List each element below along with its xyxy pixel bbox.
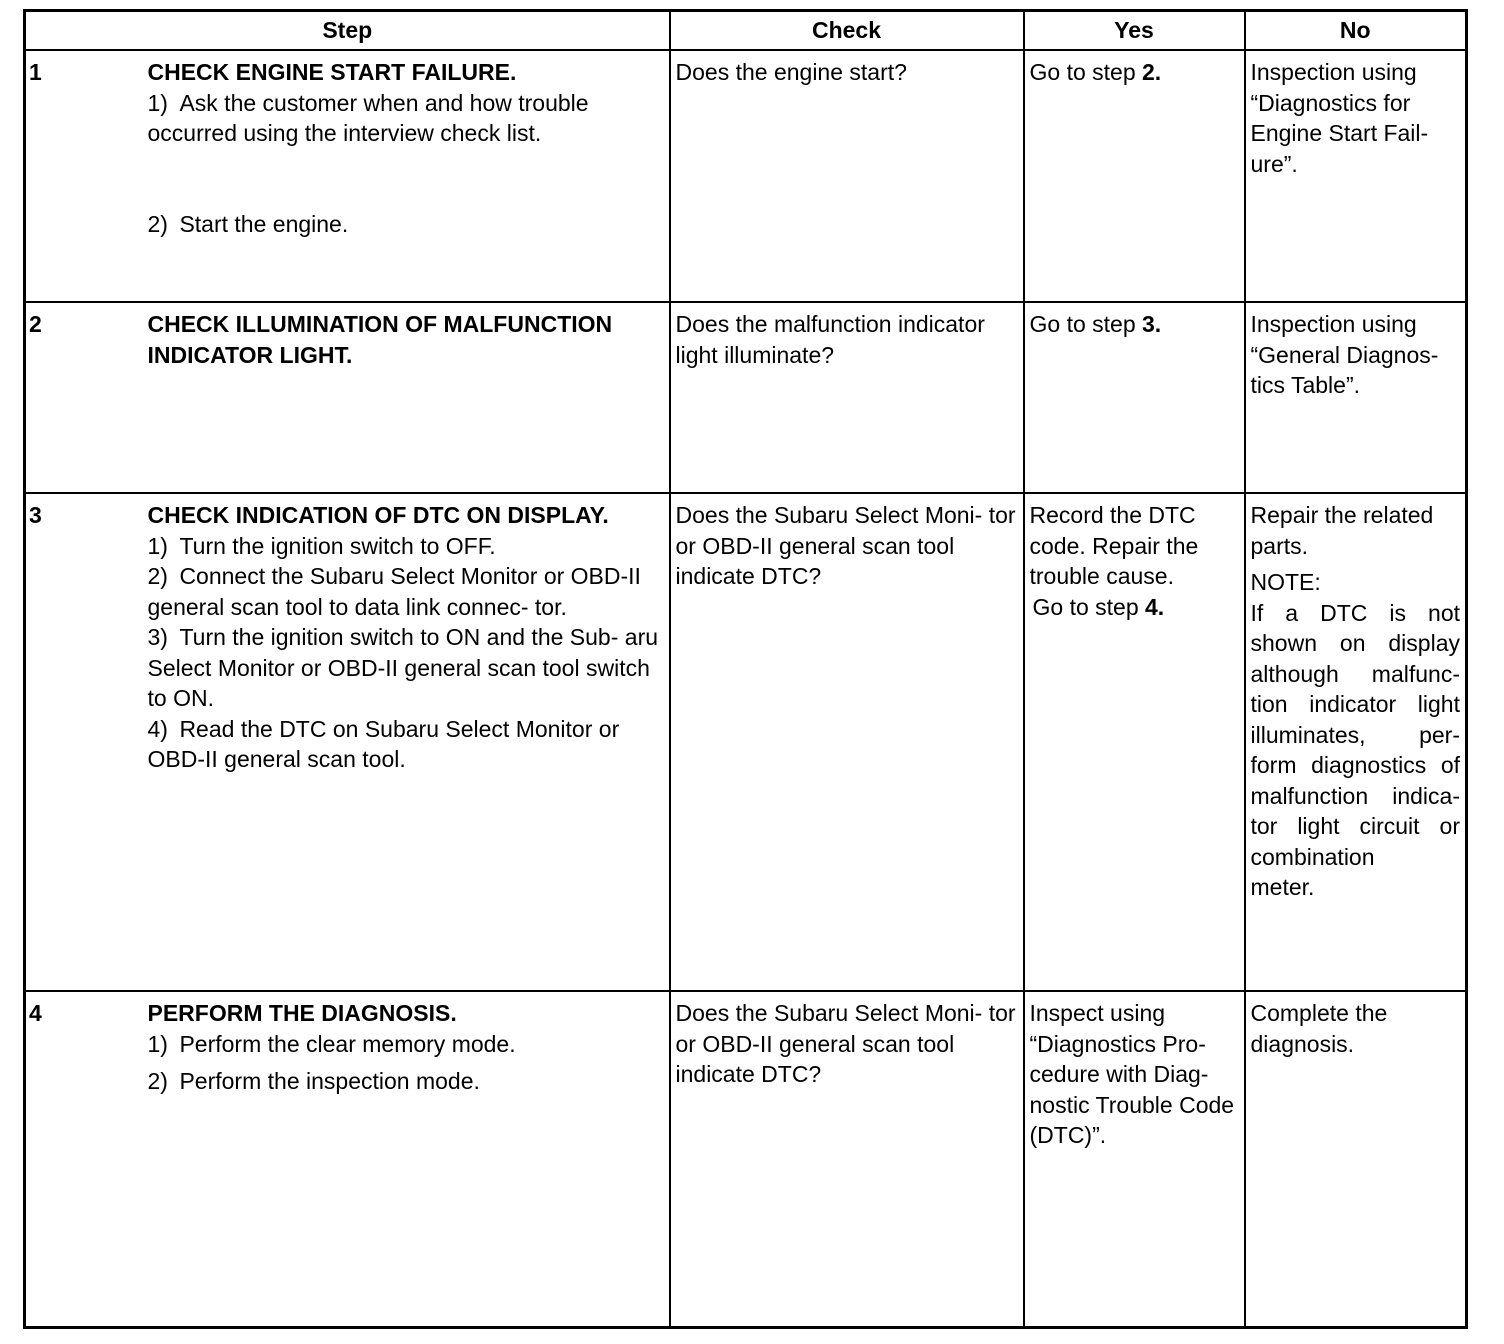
substep: 4) Read the DTC on Subaru Select Monitor or OBD-II general scan tool. bbox=[147, 715, 620, 772]
no-cell bbox=[1245, 493, 1467, 991]
step-reference: 3. bbox=[1142, 311, 1162, 337]
step-title: CHECK ILLUMINATION OF MALFUNCTION INDICATOR LIGHT. bbox=[147, 311, 613, 368]
step-reference: 2. bbox=[1142, 59, 1162, 85]
step-title: CHECK ENGINE START FAILURE. bbox=[147, 59, 517, 85]
header-yes: Yes bbox=[1024, 11, 1245, 51]
header-check: Check bbox=[670, 11, 1024, 51]
table-row bbox=[25, 302, 1467, 493]
substep: 1) Perform the clear memory mode. bbox=[147, 1030, 516, 1057]
yes-text: Record the DTC code. Repair the trouble cause. bbox=[1029, 502, 1199, 589]
note-text-end: meter. bbox=[1250, 874, 1315, 900]
diagnostic-table bbox=[23, 9, 1468, 1329]
header-row bbox=[25, 11, 1467, 51]
table-row bbox=[25, 991, 1467, 1328]
step-number: 2 bbox=[25, 302, 142, 493]
step-cell bbox=[142, 991, 670, 1328]
yes-text: Go to step bbox=[1029, 59, 1143, 85]
yes-cell bbox=[1024, 302, 1245, 493]
step-number: 3 bbox=[25, 493, 142, 991]
check-cell: Does the Subaru Select Moni- tor or OBD-II general scan tool indicate DTC? bbox=[670, 493, 1024, 991]
step-cell bbox=[142, 493, 670, 991]
step-reference: 4. bbox=[1145, 593, 1165, 620]
step-title: PERFORM THE DIAGNOSIS. bbox=[147, 1000, 457, 1026]
check-cell: Does the Subaru Select Moni- tor or OBD-II general scan tool indicate DTC? bbox=[670, 991, 1024, 1328]
table-row bbox=[25, 50, 1467, 302]
step-cell bbox=[142, 50, 670, 302]
note-label: NOTE: bbox=[1250, 569, 1321, 595]
header-step: Step bbox=[25, 11, 670, 51]
no-cell: Complete the diagnosis. bbox=[1245, 991, 1467, 1328]
yes-text: Go to step bbox=[1029, 311, 1143, 337]
no-cell: Inspection using “Diagnostics for Engine Start Fail- ure”. bbox=[1245, 50, 1467, 302]
step-number: 4 bbox=[25, 991, 142, 1328]
substep: 2) Perform the inspection mode. bbox=[147, 1068, 480, 1094]
header-no: No bbox=[1245, 11, 1467, 51]
substep: 3) Turn the ignition switch to ON and the Sub- aru Select Monitor or OBD-II general scan tool switch to ON. bbox=[147, 624, 659, 711]
substep: 2) Start the engine. bbox=[147, 210, 349, 237]
step-title: CHECK INDICATION OF DTC ON DISPLAY. bbox=[147, 502, 609, 528]
yes-cell: Inspect using “Diagnostics Pro- cedure with Diag- nostic Trouble Code (DTC)”. bbox=[1024, 991, 1245, 1328]
no-cell: Inspection using “General Diagnos- tics Table”. bbox=[1245, 302, 1467, 493]
step-cell bbox=[142, 302, 670, 493]
yes-cell bbox=[1024, 50, 1245, 302]
step-number: 1 bbox=[25, 50, 142, 302]
yes-goto-text: Go to step bbox=[1032, 593, 1146, 620]
yes-goto bbox=[1030, 592, 1239, 623]
yes-cell bbox=[1024, 493, 1245, 991]
check-cell: Does the engine start? bbox=[670, 50, 1024, 302]
substep: 1) Turn the ignition switch to OFF. bbox=[147, 532, 496, 559]
note-text: If a DTC is not shown on display although malfunc- tion indicator light illuminates, per- form diagnostics of malfunction indica- tor light circuit or combination bbox=[1250, 599, 1460, 870]
table-row bbox=[25, 493, 1467, 991]
no-text: Repair the related parts. bbox=[1250, 502, 1434, 559]
check-cell: Does the malfunction indicator light illuminate? bbox=[670, 302, 1024, 493]
substep: 1) Ask the customer when and how trouble occurred using the interview check list. bbox=[147, 89, 589, 146]
substep: 2) Connect the Subaru Select Monitor or OBD-II general scan tool to data link connec- tor. bbox=[147, 563, 641, 620]
